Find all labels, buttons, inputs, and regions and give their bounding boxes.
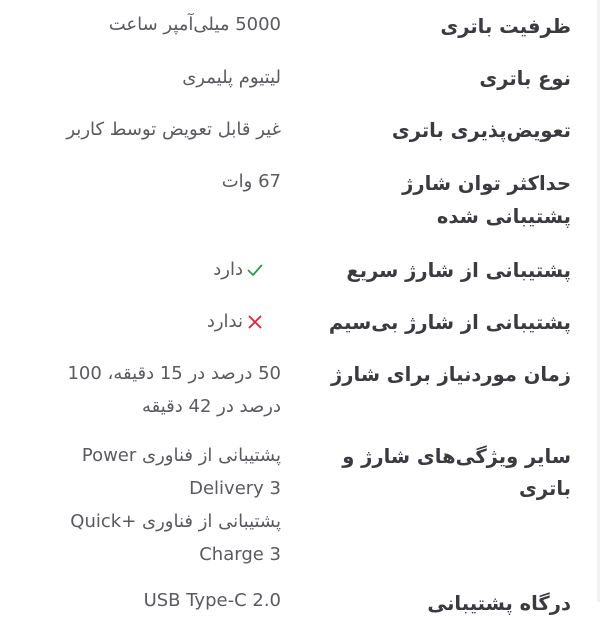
spec-value-line: دارد (213, 259, 243, 280)
spec-value (11, 8, 281, 41)
spec-value (11, 305, 281, 338)
spec-value-line: پشتیبانی از فناوری Power (81, 445, 281, 466)
spec-label: سایر ویژگی‌های شارژ و باتری (342, 445, 571, 500)
spec-value-line: غیر قابل تعویض توسط کاربر (66, 119, 281, 140)
spec-label: پشتیبانی از شارژ بی‌سیم (328, 311, 571, 334)
spec-label: پشتیبانی از شارژ سریع (346, 259, 571, 282)
spec-value-line: USB Type-C 2.0 (143, 590, 281, 611)
spec-value-line: Delivery 3 (189, 478, 281, 499)
spec-label: درگاه پشتیبانی (427, 592, 571, 615)
spec-value (11, 61, 281, 94)
spec-value-line: 67 وات (221, 171, 281, 192)
spec-value-line: درصد در 42 دقیقه (141, 396, 281, 417)
check-icon (245, 260, 265, 280)
spec-value (11, 439, 281, 571)
spec-value-line: لیتیوم پلیمری (182, 67, 281, 88)
spec-value (11, 165, 281, 198)
spec-value-line: 50 درصد در 15 دقیقه، 100 (67, 363, 281, 384)
cross-icon (245, 312, 265, 332)
spec-label: ظرفیت باتری (440, 15, 571, 38)
spec-value (11, 113, 281, 146)
spec-value-line: پشتیبانی از فناوری +Quick (70, 511, 281, 532)
spec-value-line: 5000 میلی‌آمپر ساعت (108, 14, 281, 35)
spec-label: حداکثر توان شارژ پشتیبانی شده (402, 172, 571, 228)
spec-value-line: Charge 3 (199, 544, 281, 565)
spec-label: تعویض‌پذیری باتری (391, 119, 571, 142)
spec-value (11, 253, 281, 286)
spec-value (11, 584, 281, 617)
spec-label: زمان موردنیاز برای شارژ (331, 363, 571, 386)
spec-value (11, 357, 281, 423)
spec-label: نوع باتری (479, 67, 571, 90)
spec-value-line: ندارد (206, 311, 243, 332)
